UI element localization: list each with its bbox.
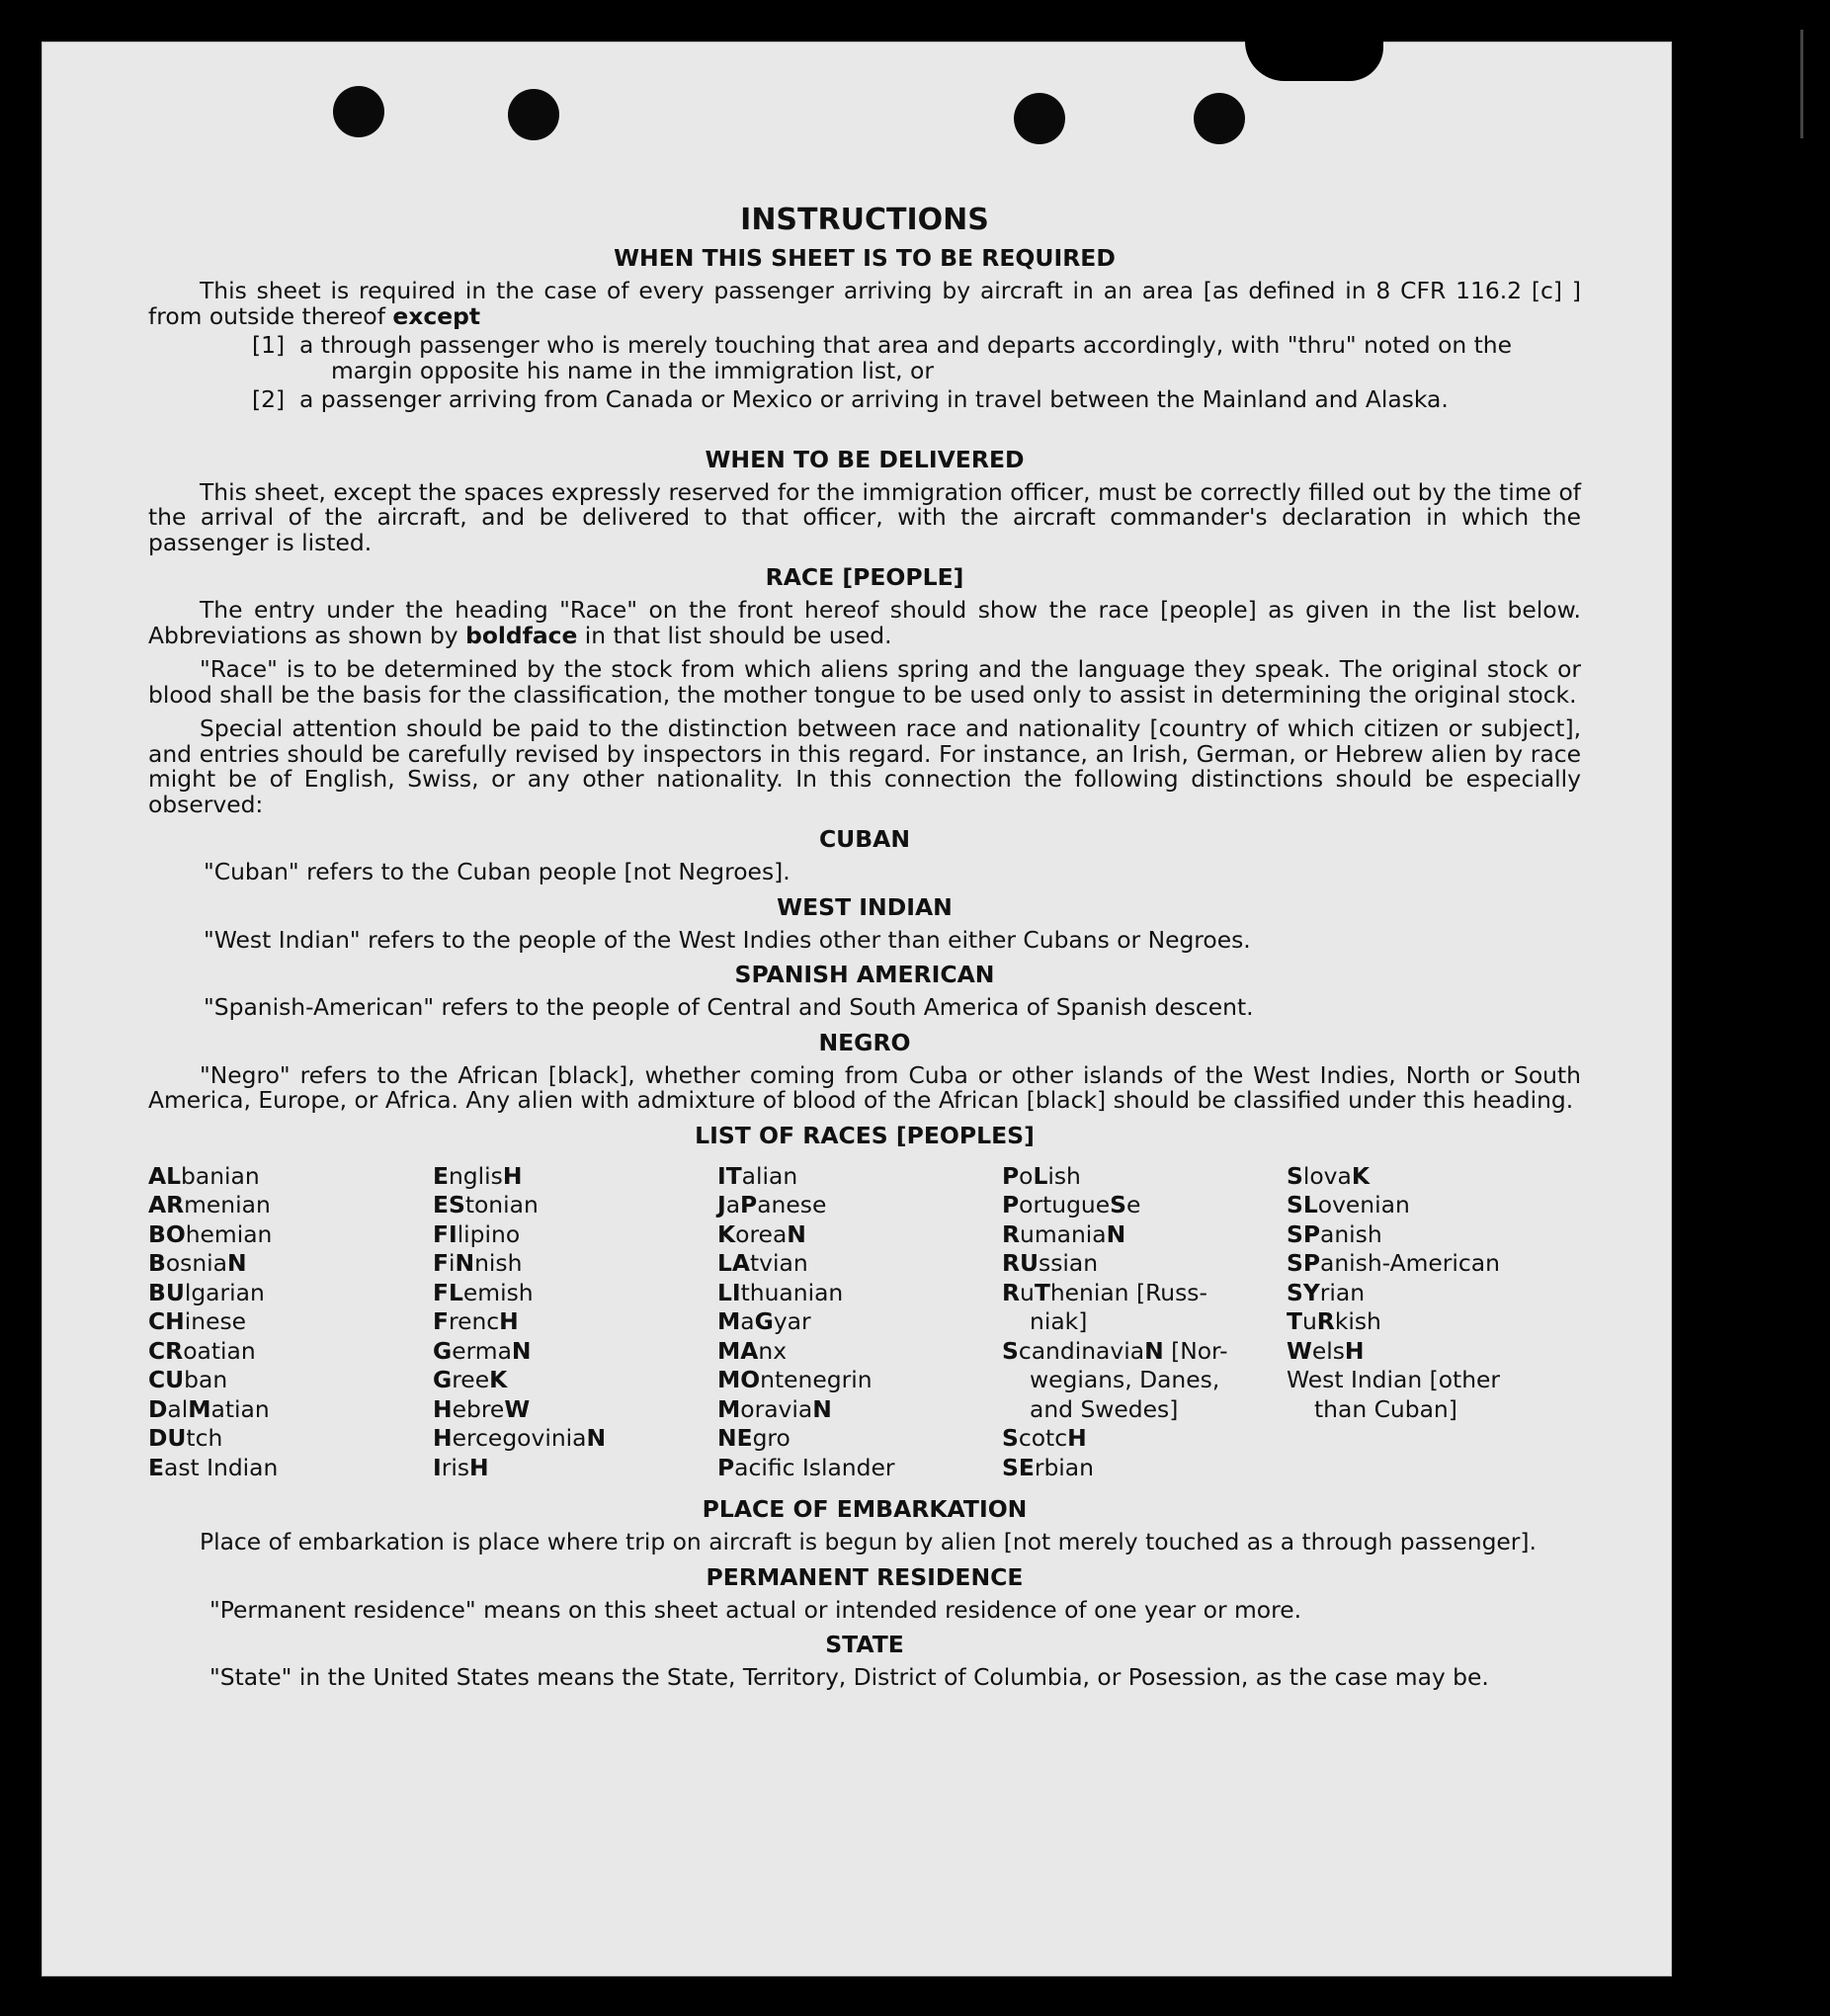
race-entry: BOhemian	[148, 1219, 273, 1248]
races-column	[148, 1162, 433, 1483]
paragraph: "Permanent residence" means on this sheet actual or intended residence of one year or more.	[209, 1595, 1302, 1624]
section-heading: PLACE OF EMBARKATION	[702, 1495, 1028, 1523]
paragraph: This sheet is required in the case of every passenger arriving by aircraft in an area [as defined in 8 CFR 116.2 [c] ] from outside thereof except	[148, 277, 1581, 330]
section-heading: PERMANENT RESIDENCE	[706, 1562, 1024, 1591]
race-entry: ALbanian	[148, 1161, 260, 1190]
race-entry: DalMatian	[148, 1394, 270, 1423]
paragraph: The entry under the heading "Race" on the front hereof should show the race [people] as given in the list below. Abbreviations as shown by boldface in that list should be used.	[148, 596, 1581, 649]
race-entry: EnglisH	[433, 1161, 523, 1190]
section-heading: LIST OF RACES [PEOPLES]	[695, 1121, 1035, 1149]
race-entry: LAtvian	[717, 1249, 808, 1277]
paragraph: "Race" is to be determined by the stock from which aliens spring and the language they speak. The original stock or blood shall be the basis for the classification, the mother tongue to be used only to assist in determining the original stock.	[148, 655, 1581, 709]
paragraph: "State" in the United States means the State, Territory, District of Columbia, or Posession, as the case may be.	[209, 1663, 1489, 1691]
edge-mark	[1800, 30, 1803, 138]
race-entry: ITalian	[717, 1161, 798, 1190]
race-entry: CUban	[148, 1366, 228, 1393]
race-entry: SPanish	[1287, 1219, 1382, 1248]
race-entry: TuRkish	[1287, 1307, 1381, 1335]
race-entry: ARmenian	[148, 1191, 271, 1218]
race-entry: CHinese	[148, 1307, 247, 1335]
section-heading: SPANISH AMERICAN	[734, 961, 995, 988]
section-heading: CUBAN	[818, 825, 911, 853]
race-entry: CRoatian	[148, 1336, 256, 1365]
race-entry: JaPanese	[717, 1191, 827, 1218]
races-column	[433, 1162, 717, 1483]
race-entry: SLovenian	[1287, 1191, 1410, 1218]
race-entry: West Indian [other than Cuban]	[1287, 1366, 1501, 1423]
race-entry: EStonian	[433, 1191, 539, 1218]
races-column	[1287, 1162, 1571, 1483]
race-entry: RUssian	[1002, 1249, 1099, 1277]
race-entry: SlovaK	[1287, 1161, 1370, 1190]
race-entry: ScandinaviaN [Nor- wegians, Danes, and Swedes]	[1002, 1336, 1228, 1423]
paragraph: Place of embarkation is place where trip on aircraft is begun by alien [not merely touched as a through passenger].	[200, 1528, 1537, 1555]
paragraph: Special attention should be paid to the distinction between race and nationality [country of which citizen or subject], and entries should be carefully revised by inspectors in this regard. For instance, an Irish, German, or Hebrew alien by race might be of English, Swiss, or any other nationality. In this connection the following distinctions should be especially observed:	[148, 714, 1581, 818]
paragraph: "West Indian" refers to the people of the West Indies other than either Cubans or Negroes.	[204, 925, 1251, 954]
races-column	[717, 1162, 1002, 1483]
race-entry: GermaN	[433, 1336, 532, 1365]
punch-hole	[1194, 93, 1245, 144]
section-heading: WHEN THIS SHEET IS TO BE REQUIRED	[614, 244, 1116, 272]
list-item: [2] a passenger arriving from Canada or Mexico or arriving in travel between the Mainland and Alaska.	[252, 385, 1449, 413]
race-entry: MOntenegrin	[717, 1366, 873, 1393]
race-entry: PoLish	[1002, 1161, 1081, 1190]
race-entry: East Indian	[148, 1453, 279, 1481]
race-entry: NEgro	[717, 1424, 790, 1452]
races-column	[1002, 1162, 1287, 1483]
race-entry: FiNnish	[433, 1249, 523, 1277]
instructions-content	[148, 164, 1581, 1700]
paragraph: This sheet, except the spaces expressly reserved for the immigration officer, must be correctly filled out by the time of the arrival of the aircraft, and be delivered to that officer, with the aircraft commander's declaration in which the passenger is listed.	[148, 477, 1581, 556]
race-entry: GreeK	[433, 1366, 508, 1393]
race-entry: BUlgarian	[148, 1278, 265, 1306]
section-heading: RACE [PEOPLE]	[765, 563, 964, 591]
race-entry: BosniaN	[148, 1249, 247, 1277]
race-entry: RumaniaN	[1002, 1219, 1126, 1248]
race-entry: RuThenian [Russ- niak]	[1002, 1278, 1207, 1335]
section-heading: STATE	[825, 1631, 904, 1658]
race-entry: FIlipino	[433, 1219, 521, 1248]
race-entry: Pacific Islander	[717, 1453, 895, 1481]
race-entry: SErbian	[1002, 1453, 1094, 1481]
race-entry: WelsH	[1287, 1336, 1365, 1365]
paragraph: "Spanish-American" refers to the people of Central and South America of Spanish descent.	[204, 993, 1254, 1021]
list-item: [1] a through passenger who is merely touching that area and departs accordingly, with "thru" noted on the margin opposite his name in the immigration list, or	[252, 331, 1513, 384]
race-entry: PortugueSe	[1002, 1191, 1141, 1218]
punch-hole	[508, 89, 559, 140]
race-entry: DUtch	[148, 1424, 223, 1452]
race-entry: FrencH	[433, 1307, 519, 1335]
document-page	[42, 42, 1672, 1976]
race-entry: FLemish	[433, 1278, 534, 1306]
page-title: INSTRUCTIONS	[740, 203, 989, 237]
race-entry: IrisH	[433, 1453, 489, 1481]
race-entry: LIthuanian	[717, 1278, 844, 1306]
race-entry: HebreW	[433, 1394, 531, 1423]
punch-hole	[333, 86, 384, 137]
torn-corner	[1245, 42, 1383, 81]
race-entry: MAnx	[717, 1336, 788, 1365]
race-entry: MaGyar	[717, 1307, 811, 1335]
races-list	[148, 1162, 1581, 1483]
paragraph: "Cuban" refers to the Cuban people [not Negroes].	[204, 858, 790, 885]
paragraph: "Negro" refers to the African [black], whether coming from Cuba or other islands of the West Indies, North or South America, Europe, or Africa. Any alien with admixture of blood of the African [black] should be classified under this heading.	[148, 1060, 1581, 1114]
race-entry: SPanish-American	[1287, 1249, 1500, 1277]
race-entry: HercegoviniaN	[433, 1424, 607, 1452]
race-entry: MoraviaN	[717, 1394, 832, 1423]
race-entry: ScotcH	[1002, 1424, 1087, 1452]
race-entry: KoreaN	[717, 1219, 806, 1248]
section-heading: NEGRO	[818, 1028, 911, 1056]
race-entry: SYrian	[1287, 1278, 1366, 1306]
section-heading: WEST INDIAN	[777, 892, 953, 921]
section-heading: WHEN TO BE DELIVERED	[705, 445, 1025, 473]
punch-hole	[1014, 93, 1065, 144]
